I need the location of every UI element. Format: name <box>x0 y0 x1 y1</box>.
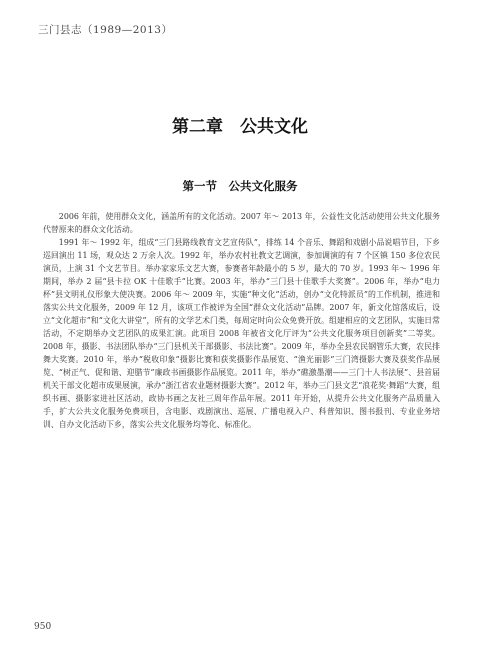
page-number: 950 <box>34 622 52 632</box>
paragraph: 2006 年前，使用群众文化，涵盖所有的文化活动。2007 年～ 2013 年，公益性文化活动使用公共文化服务代替原来的群众文化活动。 <box>43 212 440 234</box>
paragraph: 1991 年～ 1992 年，组成“三门县路线教育文艺宣传队”，排练 14 个音乐、舞蹈和戏剧小品说唱节目，下乡巡回演出 11 场，观众达 2 万余人次。1992 年，举办农村社教文艺调演，参加调演的有 7 个区镇 150 多位农民演员，上演 31 个文艺节目。举办家家乐文艺大赛，参赛者年龄最小的 5 岁，最大的 70 岁。1993 年～ 1996 年期间，举办 2 届“县卡拉 OK 十佳歌手”比赛。2003 年，举办“三门县十佳歌手大奖赛”。2006 年，举办“电力杯”县文明礼仪形象大使决赛。2006 年～ 2009 年，实施“种文化”活动，创办“文化特派员”的工作机制，推进和落实公共文化服务，2009 年 12 月，该项工作被评为全国“群众文化活动”品牌。2007 年，新文化馆落成后，设立“文化超市”和“文化大讲堂”，所有的文学艺术门类，每周定时向公众免费开放。组建相应的文艺团队，实施日常活动，不定期举办文艺团队的成果汇演。此项目 2008 年被省文化厅评为“公共文化服务项目创新奖”二等奖。2008 年，摄影、书法团队举办“三门县机关干部摄影、书法比赛”。2009 年，举办全县农民钢管乐大赛，农民排舞大奖赛。2010 年，举办“税收印象”摄影比赛和获奖摄影作品展览、“渔光丽影”三门湾摄影大赛及获奖作品展览、“树正气、促和谐、迎腊节”廉政书画摄影作品展览。2011 年，举办“礁激墨潮——三门十人书法展”、县首届机关干部文化超市成果展演，承办“浙江省农业题材摄影大赛”。2012 年，举办三门县文艺“浪花奖·舞蹈”大赛，组织书画、摄影家进社区活动，政协书画之友社三周年作品年展。2011 年开始，从提升公共文化服务产品质量入手，扩大公共文化服务免费项目，含电影、戏剧演出、巡展、广播电视入户、科普知识、图书报刊、专业业务培训、自办文化活动下乡，落实公共文化服务均等化、标准化。 <box>43 238 440 429</box>
chapter-title: 第二章 公共文化 <box>172 117 308 137</box>
running-head: 三门县志（1989—2013） <box>38 24 173 36</box>
body-text <box>43 210 440 431</box>
section-title: 第一节 公共文化服务 <box>182 179 298 193</box>
